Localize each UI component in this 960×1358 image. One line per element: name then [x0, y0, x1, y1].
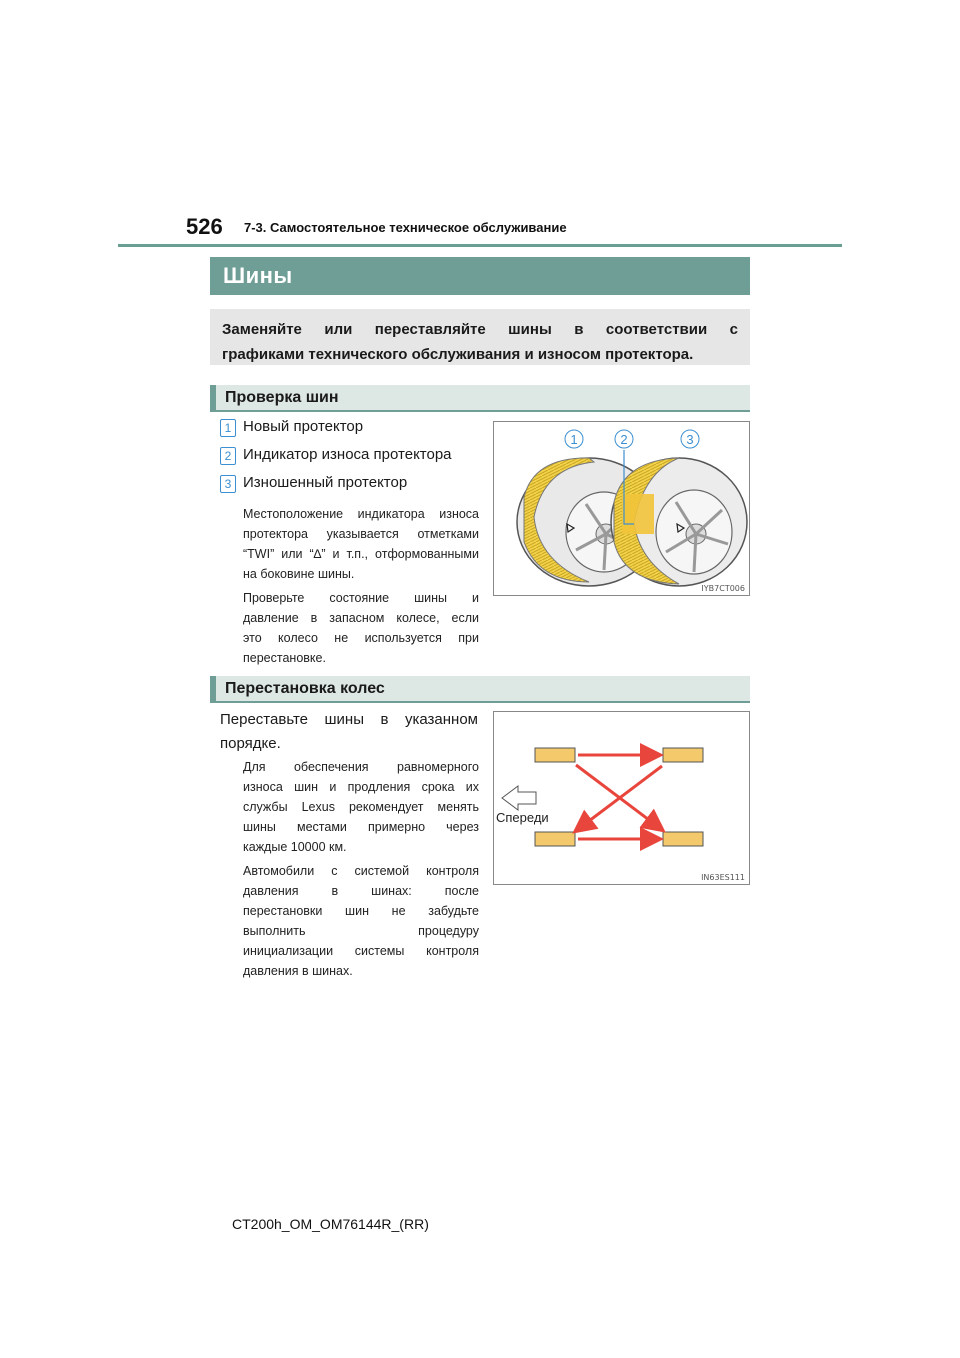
- callout-label-2: 2: [620, 432, 628, 447]
- spare-note-line-1: Проверьте состояние шины и: [243, 591, 479, 605]
- rotation-diagram: [494, 712, 749, 884]
- chapter-title: 7-3. Самостоятельное техническое обслуживание: [244, 220, 567, 235]
- header-divider: [118, 244, 842, 247]
- page-title: Шины: [210, 257, 750, 295]
- section-heading-rotation: Перестановка колес: [210, 676, 750, 703]
- figure-code: IYB7CT006: [701, 584, 745, 593]
- figure-code-rotation: IN63ES111: [701, 873, 745, 882]
- spare-note-line-3: это колесо не используется при: [243, 631, 479, 645]
- item-number-3: 3: [220, 475, 236, 493]
- tire-rear-left: [535, 832, 575, 846]
- tpms-note-line-2: давления в шинах: после: [243, 884, 479, 898]
- twi-note-line-2: протектора указывается отметками: [243, 527, 479, 541]
- twi-note: [243, 504, 479, 584]
- tpms-note-line-3: перестановки шин не забудьте: [243, 904, 479, 918]
- document-code: CT200h_OM_OM76144R_(RR): [232, 1216, 429, 1232]
- twi-note-line-4: на боковине шины.: [243, 567, 355, 581]
- callout-label-3: 3: [686, 432, 694, 447]
- rotation-lead-line-1: Переставьте шины в указанном: [220, 711, 478, 728]
- tire-tread-figure: [493, 421, 750, 596]
- front-label: Спереди: [496, 810, 549, 825]
- intro-line-1: Заменяйте или переставляйте шины в соответствии с: [222, 321, 738, 338]
- rotation-note-line-1: Для обеспечения равномерного: [243, 760, 479, 774]
- callout-1: [565, 430, 583, 448]
- spare-note-line-2: давление в запасном колесе, если: [243, 611, 479, 625]
- rotation-note-line-2: износа шин и продления срока их: [243, 780, 479, 794]
- twi-note-line-1: Местоположение индикатора износа: [243, 507, 479, 521]
- page-number: 526: [186, 214, 223, 239]
- rotation-note: [243, 757, 479, 857]
- callout-label-1: 1: [570, 432, 578, 447]
- intro-line-2: графиками технического обслуживания и износом протектора.: [222, 346, 694, 363]
- rotation-lead: [220, 708, 478, 756]
- tpms-note-line-5: инициализации системы контроля: [243, 944, 479, 958]
- front-arrow-icon: [502, 786, 536, 810]
- tpms-note-line-1: Автомобили с системой контроля: [243, 864, 479, 878]
- callout-2: [615, 430, 633, 448]
- item-number-1: 1: [220, 419, 236, 437]
- spare-note: [243, 588, 479, 668]
- spare-note-line-4: перестановке.: [243, 651, 326, 665]
- item-label-2: Индикатор износа протектора: [243, 446, 452, 463]
- item-label-1: Новый протектор: [243, 418, 364, 435]
- tire-rear-right: [663, 832, 703, 846]
- twi-note-line-3: “TWI” или “∆” и т.п., отформованными: [243, 547, 479, 561]
- tire-front-left: [535, 748, 575, 762]
- callout-3: [681, 430, 699, 448]
- tire-right: [611, 458, 747, 586]
- section-heading-check: Проверка шин: [210, 385, 750, 412]
- rotation-note-line-3: службы Lexus рекомендует менять: [243, 800, 479, 814]
- intro-box: [210, 309, 750, 365]
- tire-front-right: [663, 748, 703, 762]
- tpms-note-line-4: выполнить процедуру: [243, 924, 479, 938]
- rotation-note-line-5: каждые 10000 км.: [243, 840, 347, 854]
- tpms-note-line-6: давления в шинах.: [243, 964, 353, 978]
- rotation-note-line-4: шины местами примерно через: [243, 820, 479, 834]
- item-number-2: 2: [220, 447, 236, 465]
- tire-illustration: [494, 422, 749, 595]
- rotation-lead-line-2: порядке.: [220, 735, 281, 752]
- tpms-note: [243, 861, 479, 981]
- item-label-3: Изношенный протектор: [243, 474, 408, 491]
- rotation-figure: [493, 711, 750, 885]
